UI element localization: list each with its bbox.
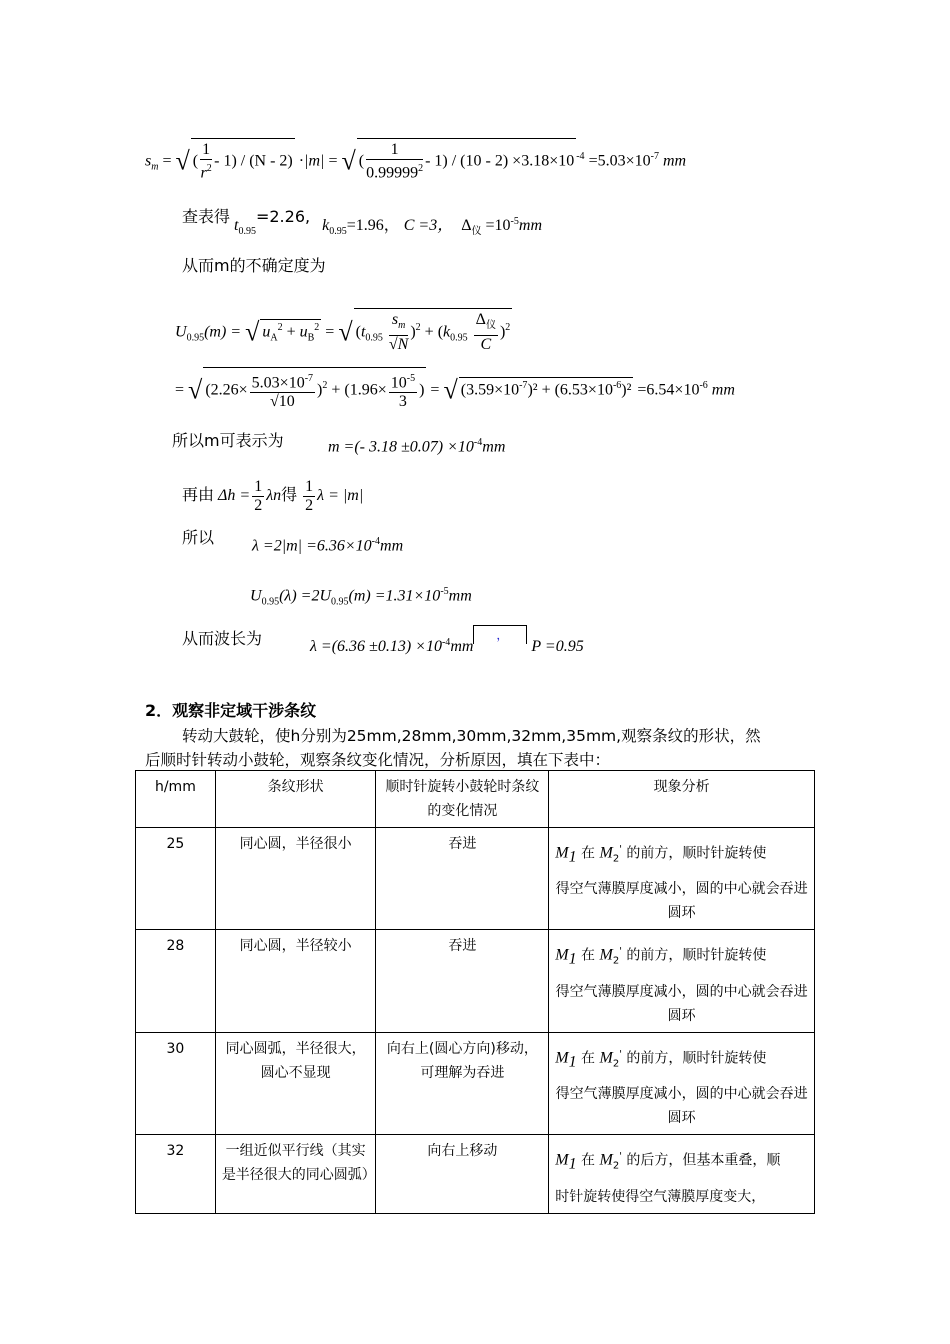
analysis-b: 得空气薄膜厚度减小，圆的中心就会吞进圆环 [555, 1086, 808, 1127]
m-expression [328, 437, 505, 456]
eq-frac-1-over-r-value [366, 141, 423, 182]
u2-num2-exp: -5 [406, 373, 416, 384]
t-sub: 0.95 [238, 226, 256, 238]
delta-symbol: Δ [461, 217, 472, 234]
frac-den: 2 [305, 497, 314, 514]
m2-symbol: M [599, 1152, 613, 1170]
eq-result: =5.03×10 [588, 152, 651, 170]
text-zai: 在 [581, 845, 596, 862]
ul-exp: -5 [440, 586, 449, 597]
cell-change: 向右上(圆心方向)移动，可理解为吞进 [376, 1032, 549, 1134]
m1-symbol: M [555, 844, 569, 862]
table-row [136, 1032, 815, 1134]
m2-sub: 2 [612, 955, 620, 967]
frac-half [252, 478, 264, 515]
delta-symbol: Δ [475, 311, 486, 328]
comma-box [473, 625, 527, 644]
k-value: =1.96， [346, 217, 400, 234]
eq-result-exp: -7 [650, 151, 659, 163]
lambda-expression [252, 536, 403, 555]
equation-u-numeric: = √ (2.26× $\frac{5.03\times 10^{-7}}{√10}$ )$^2$ + (1.96× $\frac{10^{-5}}{3}$ ) = √ $(3.59\times 10^{-7})^2 + (6.53\times 10^{-6})^2 =6.54\times 10^{-6}$ mm [175, 367, 735, 411]
delta-sub: 仪 [485, 320, 496, 332]
c-symbol: C [480, 336, 492, 354]
ul-mid: (λ) =2U [279, 587, 331, 605]
m1-symbol: M [555, 1049, 569, 1067]
wl-text: λ =(6.36 ±0.13) ×10 [310, 638, 442, 656]
frac-den: 2 [254, 497, 263, 514]
t-symbol: t [234, 217, 239, 234]
m2-sub: 2 [612, 853, 620, 865]
u2-a: 2.26× [210, 381, 248, 399]
wl-unit: mm [450, 638, 474, 656]
u2-unit: mm [711, 381, 735, 399]
cell-analysis [549, 1135, 815, 1213]
section2-para-line2: 后顺时针转动小鼓轮，观察条纹变化情况，分析原因，填在下表中： [145, 751, 611, 769]
eq-abs-m: |m| [304, 152, 325, 170]
delta-value: =10 [485, 217, 511, 234]
u2-den1: 10 [278, 393, 295, 411]
ul-u: U [250, 587, 262, 605]
u2-num1-exp: -7 [304, 373, 314, 384]
frac-num: 1 [305, 478, 314, 495]
section2-title: 2．观察非定域干涉条纹 [145, 701, 317, 720]
ul-sub2: 0.95 [331, 596, 349, 608]
header-shape: 条纹形状 [215, 771, 376, 828]
lookup-line [182, 204, 542, 238]
cell-change: 向右上移动 [376, 1135, 549, 1213]
eq-n-minus-2: - 1) / (N - 2) [214, 152, 293, 170]
lambda-expr-exp: -4 [371, 536, 381, 547]
ua-symbol: u [262, 323, 271, 341]
analysis-a: 的前方，顺时针旋转使 [626, 948, 767, 965]
analysis-b: 时针旋转使得空气薄膜厚度变大， [555, 1188, 766, 1205]
header-h: h/mm [136, 771, 216, 828]
ua-sub: A [270, 332, 278, 344]
u2-num1: 5.03×10 [251, 374, 305, 392]
cell-h: 28 [136, 930, 216, 1032]
m2-sup: ' [619, 946, 622, 958]
cell-analysis [549, 930, 815, 1032]
delta-sub: 仪 [471, 226, 482, 238]
lambda-n: λn [266, 487, 282, 505]
t-sub: 0.95 [365, 332, 383, 344]
delta-unit: mm [518, 217, 542, 234]
u2-den2: 3 [398, 393, 407, 411]
u2-b: + (1.96× [331, 381, 387, 399]
frac-half-2 [303, 478, 315, 515]
frac-num: 1 [202, 141, 211, 158]
cell-shape: 一组近似平行线（其实是半径很大的同心圆弧） [215, 1135, 376, 1213]
analysis-a: 的前方，顺时针旋转使 [626, 845, 767, 862]
eq-tail: - 1) / (10 - 2) ×3.18×10 [425, 152, 575, 170]
table-header-row [136, 771, 815, 828]
cell-h: 30 [136, 1032, 216, 1134]
u2-result: =6.54×10 [637, 381, 700, 399]
eq-open-paren: ( [192, 152, 199, 170]
frac-den-sup: 2 [418, 163, 424, 174]
eq-unit: mm [662, 152, 687, 170]
frac-den-sup: 2 [206, 163, 212, 174]
text-wavelength: 从而波长为 [182, 629, 263, 648]
eq-frac-1-over-r2 [200, 141, 212, 182]
lookup-prefix: 查表得 [182, 207, 231, 226]
frac-sm-over-sqrtn: $\frac{s_m}{√N}$ [388, 311, 409, 354]
frac-num: 1 [254, 478, 263, 495]
header-change: 顺时针旋转小鼓轮时条纹的变化情况 [376, 771, 549, 828]
u2-c: (3.59×10 [460, 381, 520, 399]
m2-sub: 2 [612, 1160, 620, 1172]
m2-sup: ' [619, 1048, 622, 1060]
analysis-a: 的前方，顺时针旋转使 [626, 1050, 767, 1067]
m2-sub: 2 [612, 1058, 620, 1070]
sm-sub: m [398, 320, 406, 332]
text-zai: 在 [581, 1153, 596, 1170]
ul-unit: mm [448, 587, 472, 605]
analysis-b: 得空气薄膜厚度减小，圆的中心就会吞进圆环 [555, 983, 808, 1024]
text-again: 再由 [182, 485, 215, 505]
cell-change: 吞进 [376, 828, 549, 930]
ub-sub: B [307, 332, 315, 344]
m1-sub: 1 [568, 950, 577, 968]
cell-analysis [549, 1032, 815, 1134]
m1-sub: 1 [568, 1155, 577, 1173]
u-lambda-expression [250, 586, 472, 608]
u2-d-exp: -6 [612, 380, 622, 392]
header-analysis: 现象分析 [549, 771, 815, 828]
u2-result-exp: -6 [699, 380, 708, 392]
m2-symbol: M [599, 947, 613, 965]
u-arg: (m) = [204, 323, 242, 341]
t-value: =2.26, [255, 207, 311, 226]
u2-d: )² + (6.53×10 [527, 381, 613, 399]
k-sub: 0.95 [329, 226, 347, 238]
wl-exp: -4 [441, 637, 451, 648]
k-sub: 0.95 [450, 332, 468, 344]
frac-delta-over-c [474, 311, 498, 354]
ul-sub1: 0.95 [261, 596, 280, 608]
ub-symbol: u [299, 323, 308, 341]
equation-u-m: $U_{0.95}(m)$ = √ $u_A^2 + u_B^2$ = √ ($t_{0.95}$ $\frac{s_m}{√N}$ )$^2 + (k_{0.95}$ $\frac{\Delta_仪}{C}$ )$^2$ [175, 308, 512, 354]
cell-shape: 同心圆弧，半径很大，圆心不显现 [215, 1032, 376, 1134]
u-sub: 0.95 [186, 332, 205, 344]
m-expr-unit: mm [482, 438, 506, 456]
k-symbol: k [322, 217, 330, 234]
u2-num2: 10 [390, 374, 407, 392]
m-expr-exp: -4 [473, 437, 483, 448]
m2-sup: ' [619, 1151, 622, 1163]
cell-h: 25 [136, 828, 216, 930]
table-row [136, 930, 815, 1032]
table-row [136, 828, 815, 930]
m1-symbol: M [555, 1152, 569, 1170]
delta-exp: -5 [510, 215, 519, 227]
m1-sub: 1 [568, 848, 577, 866]
sm-symbol: s [391, 311, 399, 328]
ul-end: (m) =1.31×10 [348, 587, 441, 605]
text-uncertainty-m: 从而m的不确定度为 [182, 256, 326, 275]
cell-change: 吞进 [376, 930, 549, 1032]
analysis-b: 得空气薄膜厚度减小，圆的中心就会吞进圆环 [555, 881, 808, 922]
text-zai: 在 [581, 948, 596, 965]
u2-c-exp: -7 [519, 380, 528, 392]
lambda-eq-m: λ = |m| [317, 487, 364, 505]
m-expr-text: m =(- 3.18 ±0.07) ×10 [328, 438, 474, 456]
analysis-a: 的后方，但基本重叠，顺 [626, 1153, 781, 1170]
wl-p: P =0.95 [531, 638, 584, 656]
frac-den: r [200, 164, 207, 182]
m2-sup: ' [619, 844, 622, 855]
cell-shape: 同心圆，半径很小 [215, 828, 376, 930]
text-get: 得 [281, 485, 298, 505]
lambda-expr-text: λ =2|m| =6.36×10 [252, 537, 372, 555]
eq-sm-sub: m [151, 161, 159, 173]
frac-503-over-sqrt10: $\frac{5.03\times 10^{-7}}{√10}$ [250, 370, 315, 411]
frac-num: 1 [366, 141, 423, 160]
table-row [136, 1135, 815, 1213]
u2-e: )² [621, 381, 632, 399]
text-m-expr: 所以m可表示为 [172, 431, 284, 450]
m1-sub: 1 [568, 1053, 577, 1071]
c-value: C =3， [403, 217, 454, 234]
text-so: 所以 [182, 528, 215, 547]
m2-symbol: M [599, 844, 613, 862]
cell-analysis [549, 828, 815, 930]
section2-para-line1: 转动大鼓轮，使h分别为25mm,28mm,30mm,32mm,35mm,观察条纹的形状，然 [182, 727, 761, 745]
frac-10e5-over-3 [389, 370, 417, 411]
m1-symbol: M [555, 947, 569, 965]
frac-den: 0.99999 [366, 164, 419, 182]
cell-h: 32 [136, 1135, 216, 1213]
k-symbol: k [443, 323, 451, 341]
cell-shape: 同心圆，半径较小 [215, 930, 376, 1032]
dh-expr: Δh = [218, 487, 251, 505]
lambda-expr-unit: mm [380, 537, 404, 555]
again-line [182, 478, 363, 515]
observation-table [135, 770, 815, 1214]
text-zai: 在 [581, 1050, 596, 1067]
equation-sm: $s_m$ = √ ( $\frac{1}{r^2}$ - 1) / (N - 2) ·|m| = √ ( $\frac{1}{0.99999^2}$ - 1) / (10 - 2) ×3.18×10 $^{-4} =5.03\times 10^{-7}$ mm [145, 138, 686, 182]
eq-exp1: -4 [576, 151, 585, 163]
n-symbol: N [397, 336, 409, 354]
wl-mark: ， [496, 628, 509, 642]
t-symbol: t [360, 323, 366, 341]
m2-symbol: M [599, 1049, 613, 1067]
u-symbol: U [175, 323, 187, 341]
eq-sm-symbol: s [145, 152, 152, 170]
